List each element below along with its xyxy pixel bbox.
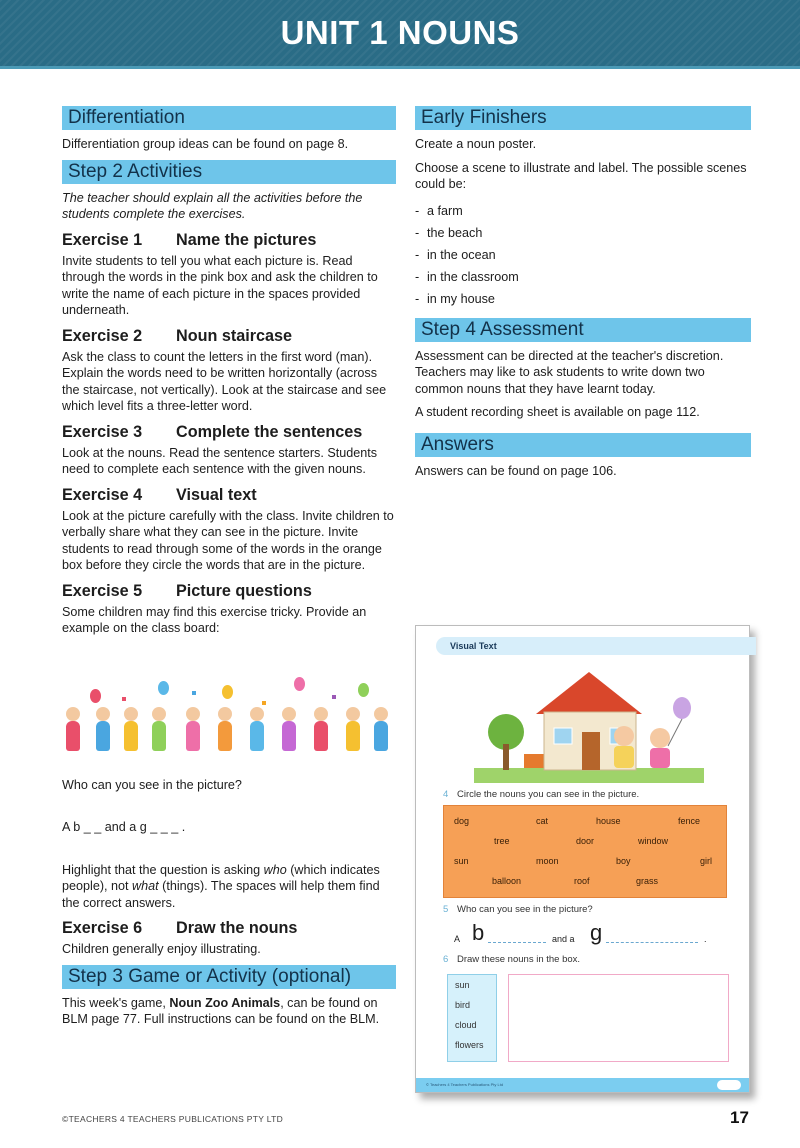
balloon-icon (222, 685, 233, 699)
exercise-text: Children generally enjoy illustrating. (62, 942, 261, 956)
step2-heading: Step 2 Activities (62, 160, 396, 184)
noun-word: grass (636, 876, 659, 886)
door-icon (582, 732, 600, 770)
text-run-italic: what (132, 879, 159, 893)
list-item: - in the ocean (415, 247, 496, 262)
step3-heading: Step 3 Game or Activity (optional) (62, 965, 396, 989)
roof-icon (536, 672, 642, 714)
text-run: (things). The spaces will help them find the correct answers. (62, 879, 380, 910)
question-number: 6 (443, 954, 449, 965)
noun-word: roof (574, 876, 590, 886)
exercise-text: Look at the picture carefully with the class. Invite children to verbally share what they can see in the picture. Invite students to read through some of the words in the orange box before they circle the words that are in the picture. (62, 508, 394, 572)
house-illustration (474, 658, 704, 783)
question-number: 5 (443, 904, 449, 915)
child-figure (250, 721, 264, 751)
balloon-icon (673, 697, 691, 719)
child-figure (218, 721, 232, 751)
boy-icon (614, 746, 634, 768)
child-figure (314, 721, 328, 751)
scene-text: in my house (427, 291, 495, 306)
confetti (122, 697, 126, 701)
list-item: - a farm (415, 203, 463, 218)
noun-word: door (576, 836, 595, 846)
exercise-heading (62, 582, 396, 601)
worksheet-preview (415, 625, 750, 1093)
question-number: 4 (443, 789, 449, 800)
left-column (62, 106, 396, 1035)
exercise-heading (62, 486, 396, 505)
exercise-text: Some children may find this exercise tricky. Provide an example on the class board: (62, 604, 367, 635)
text-run: Highlight that the question is asking (62, 862, 264, 877)
exercise-title: Name the pictures (176, 230, 317, 249)
fence-icon (524, 754, 544, 768)
window-icon (554, 728, 572, 744)
highlight-text (62, 862, 396, 912)
differentiation-text: Differentiation group ideas can be found on page 8. (62, 137, 349, 151)
example-answer: A b _ _ and a g _ _ _ . (62, 820, 186, 834)
girl-head (650, 728, 670, 748)
answer-blank (606, 942, 698, 943)
answers-text: Answers can be found on page 106. (415, 463, 617, 478)
noun-word: tree (494, 836, 510, 846)
exercise-title: Draw the nouns (176, 919, 298, 937)
exercise-text: Ask the class to count the letters in the first word (man). Explain the words need to be written horizontally (across the staircase, not vertically). Look at the staircase and see which level fits a three-letter word. (62, 349, 387, 413)
confetti (192, 691, 196, 695)
exercise-number: Exercise 5 (62, 581, 143, 600)
answer-period: . (704, 934, 707, 944)
exercise-heading (62, 231, 396, 250)
question-text: Who can you see in the picture? (457, 904, 593, 915)
balloon-string (668, 719, 682, 746)
noun-word: girl (700, 856, 713, 866)
worksheet-q5 (443, 904, 593, 915)
exercise-title: Complete the sentences (176, 422, 363, 441)
page-badge (717, 1080, 741, 1090)
list-item: bird (455, 1000, 471, 1010)
scene-list (415, 200, 751, 310)
noun-word: moon (536, 856, 559, 866)
early-line1: Create a noun poster. (415, 137, 537, 151)
scene-text: the beach (427, 225, 483, 240)
exercise-text: Invite students to tell you what each picture is. Read through the words in the pink box and ask the children to write the name of each picture in the spaces provided underneath. (62, 253, 378, 317)
step4-text2: A student recording sheet is available on page 112. (415, 405, 700, 419)
exercise-number: Exercise 6 (62, 919, 143, 937)
right-column (415, 106, 751, 486)
exercise-number: Exercise 3 (62, 422, 143, 441)
answer-blank (488, 942, 546, 943)
boy-head (614, 726, 634, 746)
worksheet-footer-text: © Teachers 4 Teachers Publications Pty Ltd (426, 1082, 504, 1087)
text-run-italic: who (263, 862, 287, 877)
scene-text: in the classroom (427, 269, 519, 284)
early-finishers-heading: Early Finishers (415, 106, 751, 130)
question-text: Circle the nouns you can see in the picture. (457, 789, 640, 800)
noun-word: balloon (492, 876, 522, 886)
balloon-icon (158, 681, 169, 695)
copyright-footer: ©TEACHERS 4 TEACHERS PUBLICATIONS PTY LTD (62, 1114, 284, 1124)
tree-trunk (503, 744, 509, 770)
list-item: sun (455, 980, 470, 990)
question-text: Draw these nouns in the box. (457, 954, 581, 965)
noun-word: house (596, 816, 621, 826)
draw-noun-list (447, 974, 497, 1062)
early-line2: Choose a scene to illustrate and label. The possible scenes could be: (415, 160, 747, 191)
exercise-title: Noun staircase (176, 326, 293, 345)
worksheet-q6 (443, 954, 580, 965)
confetti (262, 701, 266, 705)
child-figure (124, 721, 138, 751)
child-figure (374, 721, 388, 751)
example-question: Who can you see in the picture? (62, 777, 242, 792)
game-name: Noun Zoo Animals (169, 995, 281, 1010)
answer-letter-g: g (590, 920, 603, 945)
text-run: This week's game, (62, 995, 170, 1010)
exercise-title: Picture questions (176, 581, 312, 600)
exercise-number: Exercise 4 (62, 485, 143, 504)
answer-article: A (454, 934, 461, 944)
child-figure (346, 721, 360, 751)
noun-box (443, 805, 727, 898)
noun-word: window (638, 836, 669, 846)
step3-text (62, 995, 396, 1028)
unit-banner (0, 0, 800, 69)
text-run: , can be found on BLM page 77. Full instructions can be found on the BLM. (62, 995, 380, 1026)
list-item: flowers (455, 1040, 484, 1050)
drawing-box (508, 974, 729, 1062)
exercise-heading (62, 423, 396, 442)
exercise-number: Exercise 1 (62, 230, 143, 249)
differentiation-heading: Differentiation (62, 106, 396, 130)
noun-word: dog (454, 816, 470, 826)
worksheet-tab: Visual Text (436, 637, 756, 655)
party-children-illustration (62, 677, 396, 757)
balloon-icon (358, 683, 369, 697)
scene-text: a farm (427, 203, 463, 218)
exercise-text: Look at the nouns. Read the sentence starters. Students need to complete each sentence with the given nouns. (62, 445, 378, 476)
worksheet-q5-answer (454, 922, 714, 948)
child-figure (96, 721, 110, 751)
child-figure (282, 721, 296, 751)
child-figure (152, 721, 166, 751)
list-item: - in my house (415, 291, 495, 306)
exercise-heading (62, 919, 396, 938)
worksheet-footer (416, 1078, 749, 1092)
list-item: - in the classroom (415, 269, 519, 284)
balloon-icon (294, 677, 305, 691)
unit-title: UNIT 1 NOUNS (280, 14, 520, 51)
worksheet-q4 (443, 789, 639, 800)
list-item: - the beach (415, 225, 483, 240)
step2-intro: The teacher should explain all the activities before the students complete the exercises. (62, 190, 363, 221)
answers-heading: Answers (415, 433, 751, 457)
step4-heading: Step 4 Assessment (415, 318, 751, 342)
child-figure (66, 721, 80, 751)
scene-text: in the ocean (427, 247, 496, 262)
child-figure (186, 721, 200, 751)
noun-word: boy (616, 856, 631, 866)
noun-word: cat (536, 816, 549, 826)
exercise-title: Visual text (176, 485, 257, 504)
exercise-heading (62, 327, 396, 346)
answer-letter-b: b (472, 920, 485, 945)
page-number: 17 (730, 1108, 749, 1127)
girl-icon (650, 748, 670, 768)
confetti (332, 695, 336, 699)
list-item: cloud (455, 1020, 477, 1030)
text-run: (which indicates people), not (62, 862, 380, 893)
noun-word: fence (678, 816, 701, 826)
balloon-icon (90, 689, 101, 703)
answer-joiner: and a (552, 934, 575, 944)
step4-text1: Assessment can be directed at the teacher's discretion. Teachers may like to ask students to write down two common nouns that they have learnt today. (415, 348, 724, 396)
noun-word: sun (454, 856, 469, 866)
exercise-number: Exercise 2 (62, 326, 143, 345)
